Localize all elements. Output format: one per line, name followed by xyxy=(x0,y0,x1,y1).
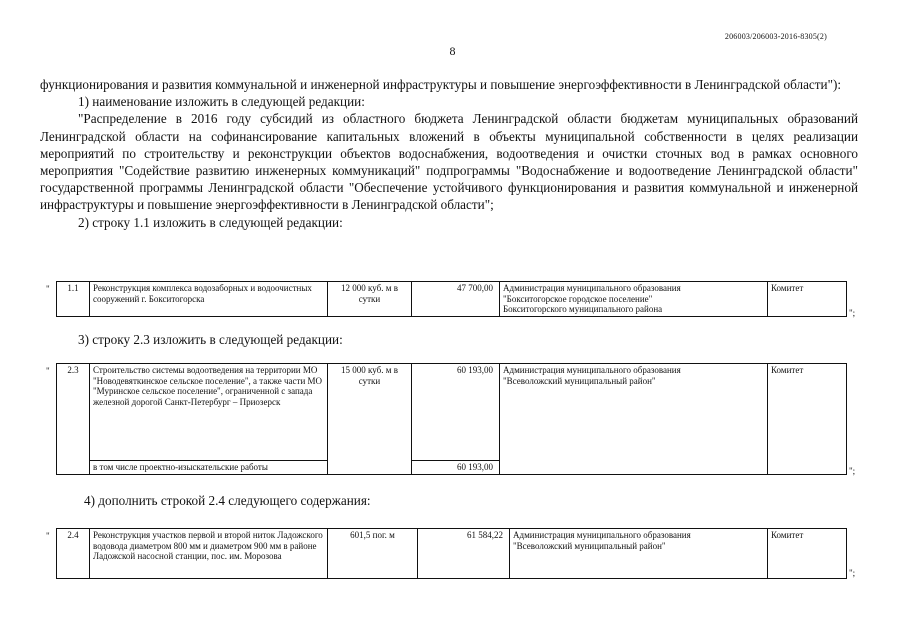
administration-line: Администрация муниципального образования xyxy=(503,283,681,293)
row-number: 2.3 xyxy=(57,364,90,461)
row-number: 2.4 xyxy=(57,529,90,579)
administration-line: Бокситогорского муниципального района xyxy=(503,304,663,315)
paragraph-item-2: 2) строку 1.1 изложить в следующей редакции: xyxy=(78,214,343,230)
administration-line: "Бокситогорское городское поселение" xyxy=(503,293,653,304)
administration-line: Администрация муниципального образования xyxy=(513,530,691,540)
committee: Комитет xyxy=(768,364,847,461)
object-name: Реконструкция комплекса водозаборных и водоочистных сооружений г. Бокситогорска xyxy=(90,282,328,317)
capacity-empty xyxy=(328,461,412,475)
capacity: 15 000 куб. м в сутки xyxy=(328,364,412,461)
document-code: 206003/206003-2016-8305(2) xyxy=(724,32,827,41)
administration-line: "Всеволожский муниципальный район" xyxy=(503,375,656,386)
sub-item-label: в том числе проектно-изыскательские работы xyxy=(90,461,328,475)
close-mark: "; xyxy=(849,308,856,318)
capacity: 12 000 куб. м в сутки xyxy=(328,282,412,317)
administration-line: Администрация муниципального образования xyxy=(503,365,681,375)
sub-item-amount: 60 193,00 xyxy=(412,461,500,475)
object-name: Строительство системы водоотведения на территории МО "Новодевяткинское сельское поселение", а также части МО "Муринское сельское поселение", ограниченной с запада железной дорогой Санкт-Петербург – Приозерск xyxy=(90,364,328,461)
body-text xyxy=(40,76,858,231)
heading-row-2-4: 4) дополнить строкой 2.4 следующего содержания: xyxy=(84,493,371,508)
committee-empty xyxy=(768,461,847,475)
amount: 47 700,00 xyxy=(412,282,500,317)
committee: Комитет xyxy=(768,282,847,317)
row-number-empty xyxy=(57,461,90,475)
close-mark: "; xyxy=(849,568,856,578)
heading-row-2-3: 3) строку 2.3 изложить в следующей редакции: xyxy=(78,332,343,347)
paragraph-quote: "Распределение в 2016 году субсидий из областного бюджета Ленинградской области бюджетам муниципальных образований Ленинградской области на софинансирование капитальных вложений в объекты муниципальной собственности в целях реализации мероприятий по строительству и реконструкции объектов водоснабжения, водоотведения и очистки сточных вод в рамках основного мероприятия "Содействие развитию инженерных коммуникаций" подпрограммы "Водоснабжение и водоотведение Ленинградской области" государственной программы Ленинградской области "Обеспечение устойчивого функционирования и развития коммунальной и инженерной инфраструктуры и повышение энергоэффективности в Ленинградской области"; xyxy=(40,111,858,213)
open-quote: " xyxy=(46,284,50,294)
amount: 60 193,00 xyxy=(412,364,500,461)
paragraph-continuation: функционирования и развития коммунальной и инженерной инфраструктуры и повышение энергоэффективности в Ленинградской области"): xyxy=(40,77,842,92)
object-name: Реконструкция участков первой и второй ниток Ладожского водовода диаметром 800 мм и диаметром 900 мм в районе Ладожской насосной станции, пос. им. Морозова xyxy=(90,529,328,579)
open-quote: " xyxy=(46,531,50,541)
table-row-1-1 xyxy=(56,281,847,317)
administration xyxy=(500,364,768,461)
close-mark: "; xyxy=(849,466,856,476)
administration-empty xyxy=(500,461,768,475)
amount: 61 584,22 xyxy=(418,529,510,579)
open-quote: " xyxy=(46,366,50,376)
administration-line: "Всеволожский муниципальный район" xyxy=(513,540,666,551)
committee: Комитет xyxy=(768,529,847,579)
page-number: 8 xyxy=(449,44,456,58)
administration xyxy=(510,529,768,579)
table-row-2-3 xyxy=(56,363,847,475)
capacity: 601,5 пог. м xyxy=(328,529,418,579)
administration xyxy=(500,282,768,317)
paragraph-item-1: 1) наименование изложить в следующей редакции: xyxy=(78,94,365,110)
table-row-2-4 xyxy=(56,528,847,579)
row-number: 1.1 xyxy=(57,282,90,317)
